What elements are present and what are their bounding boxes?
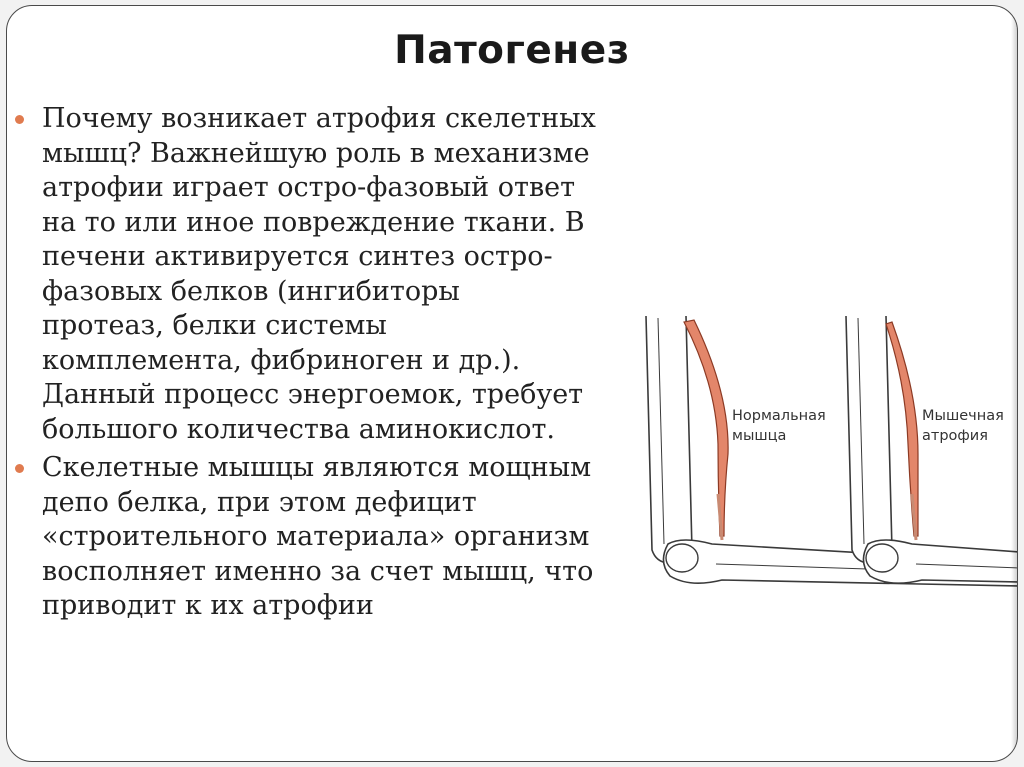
bullet-text-line: большого количества аминокислот. — [42, 413, 556, 445]
slide-text — [7, 102, 647, 624]
elbow-joint — [666, 544, 698, 572]
bullet-pathogenesis-mechanism — [7, 102, 647, 447]
bullet-protein-depot — [7, 451, 647, 624]
bullet-text-line: фазовых белков (ингибиторы — [42, 275, 460, 307]
bullet-text-line: депо белка, при этом дефицит — [42, 486, 477, 518]
bullet-text-line: протеаз, белки системы — [42, 310, 387, 341]
bullet-text-line: на то или иное повреждение ткани. В — [42, 206, 585, 238]
bullet-text-line: мышц? Важнейшую роль в механизме — [42, 137, 590, 169]
bullet-dot-icon — [15, 464, 24, 473]
slide-title: Патогенез — [394, 28, 630, 73]
atrophy-arm — [846, 316, 1018, 583]
bullet-text-line: атрофии играет остро-фазовый ответ — [42, 172, 576, 203]
bullet-text-line: Почему возникает атрофия скелетных — [42, 103, 596, 134]
bullet-text-line: «строительного материала» организм — [42, 521, 590, 552]
bullet-list — [7, 102, 647, 624]
atrophy-muscle-label-line2: атрофия — [922, 428, 988, 444]
elbow-joint — [866, 544, 898, 572]
upper-arm-bone — [646, 316, 692, 563]
upper-arm-bone — [846, 316, 892, 563]
muscle-illustration — [632, 314, 1018, 599]
normal-muscle-label-line1: Нормальная — [732, 408, 826, 424]
bullet-dot-icon — [15, 115, 24, 124]
normal-arm — [646, 316, 1018, 586]
bullet-text-line: комплемента, фибриноген и др.). — [42, 344, 521, 376]
bullet-text-line: Данный процесс энергоемок, требует — [42, 379, 584, 410]
slide-edge-shadow — [1011, 6, 1017, 761]
normal-muscle-label-line2: мышца — [732, 428, 787, 444]
bullet-text-line: Скелетные мышцы являются мощным — [42, 452, 592, 483]
atrophy-muscle-label-line1: Мышечная — [922, 408, 1004, 424]
bullet-text-line: печени активируется синтез остро- — [42, 241, 553, 272]
bullet-text-line: восполняет именно за счет мышц, что — [42, 555, 594, 587]
slide — [6, 5, 1018, 762]
bullet-text-line: приводит к их атрофии — [42, 590, 374, 621]
